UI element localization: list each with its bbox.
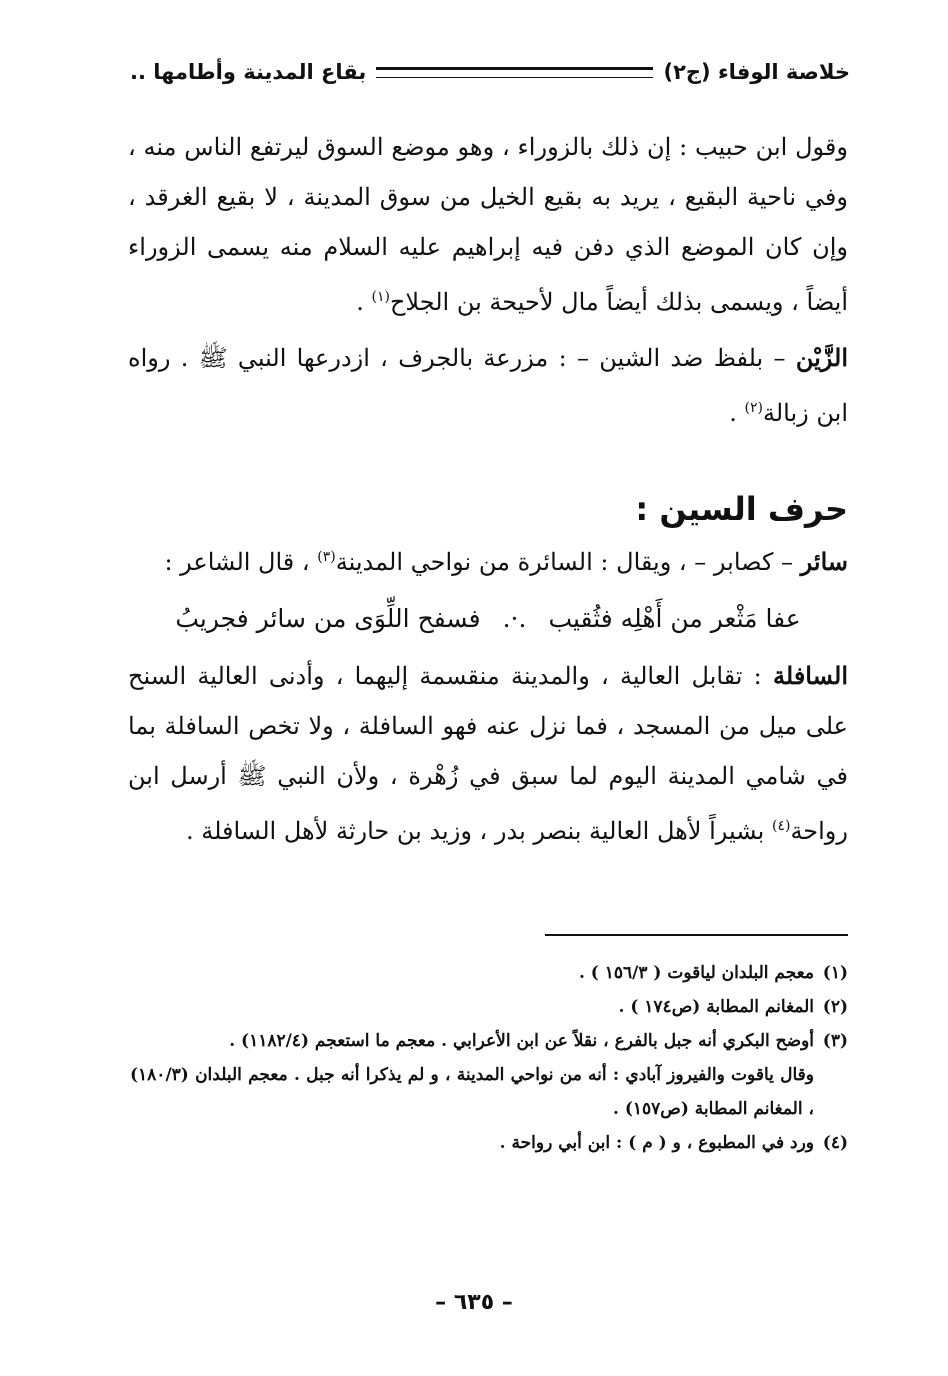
paragraph-text: وقول ابن حبيب : إن ذلك بالزوراء ، وهو موضع السوق ليرتفع الناس منه ، وفي ناحية البقيع ، يريد به بقيع الخيل من سوق المدينة ، لا بقيع الغرقد ، وإن كان الموضع الذي دفن فيه إبراهيم عليه السلام منه يسمى الزوراء أيضاً ، ويسمى بذلك أيضاً مال لأحيحة بن الجلاح: [128, 133, 848, 316]
entry-al-safila: [128, 651, 848, 856]
footnote-ref-2[interactable]: (٢): [744, 400, 763, 416]
main-text: [128, 122, 848, 856]
footnote-number: (١): [822, 963, 848, 983]
section-heading: حرف السين :: [635, 490, 848, 528]
footnote-continuation: وقال ياقوت والفيروز آبادي : أنه من نواحي المدينة ، و لم يذكرا أنه جبل . معجم البلدان (١٨٠/٣) ، المغانم المطابة (ص١٥٧) .: [130, 1065, 814, 1119]
poetry-verse: [128, 591, 848, 647]
footnote-item: [130, 1126, 848, 1160]
footnote-item: [130, 990, 848, 1024]
footnote-separator: [545, 934, 848, 936]
entry-term: السافلة: [773, 661, 848, 690]
verse-second-hemistich: فسفح اللِّوَى من سائر فجريبُ: [175, 604, 481, 633]
footnote-number: (٤): [822, 1133, 848, 1153]
header-subtitle: بقاع المدينة وأطامها ..: [130, 60, 367, 84]
footnote-number: (٢): [822, 997, 848, 1017]
footnote-text: معجم البلدان لياقوت ( ١٥٦/٣ ) .: [578, 963, 814, 983]
entry-sair: [128, 532, 848, 587]
footnotes: [130, 956, 848, 1160]
paragraph-ibn-habib: [128, 122, 848, 327]
header-rule: [376, 67, 653, 78]
entry-text: – كصابر – ، ويقال : السائرة من نواحي المدينة: [335, 548, 801, 576]
footnote-ref-4[interactable]: (٤): [771, 818, 791, 834]
footnote-item: [130, 1024, 848, 1058]
page-number: – ٦٣٥ –: [435, 1290, 513, 1315]
header-title: خلاصة الوفاء (ج٢): [663, 60, 850, 84]
entry-end: .: [729, 399, 745, 427]
entry-al-zayn: [128, 333, 848, 438]
footnote-ref-3[interactable]: (٣): [317, 549, 336, 565]
footnote-ref-1[interactable]: (١): [371, 289, 390, 305]
footnote-text: أوضح البكري أنه جبل بالفرع ، نقلاً عن ابن الأعرابي . معجم ما استعجم (١١٨٢/٤) .: [229, 1031, 814, 1051]
entry-term: سائر: [800, 547, 848, 576]
footnote-item: [130, 956, 848, 990]
entry-end: ، قال الشاعر :: [164, 548, 318, 576]
entry-text: : تقابل العالية ، والمدينة منقسمة إليهما ، وأدنى العالية السنح على ميل من المسجد ، فما نزل عنه فهو السافلة ، ولا تخص السافلة بما في شامي المدينة اليوم لما سبق في زُهْرة ، ولأن النبي ﷺ أرسل ابن رواحة: [128, 662, 848, 845]
paragraph-end: .: [356, 288, 372, 316]
footnote-text: المغانم المطابة (ص١٧٤ ) .: [618, 997, 814, 1017]
footnote-text: ورد في المطبوع ، و ( م ) : ابن أبي رواحة .: [499, 1133, 814, 1153]
running-header: [130, 52, 850, 92]
entry-text: – بلفظ ضد الشين – : مزرعة بالجرف ، ازدرعها النبي ﷺ . رواه ابن زبالة: [128, 344, 848, 427]
verse-first-hemistich: عفا مَثْعر من أَهْلِه فثُقيب: [548, 604, 801, 633]
entry-end: بشيراً لأهل العالية بنصر بدر ، وزيد بن حارثة لأهل السافلة .: [185, 817, 772, 845]
verse-separator: .·.: [502, 604, 527, 633]
footnote-number: (٣): [822, 1031, 848, 1051]
entry-term: الزَّيْن: [795, 343, 848, 372]
